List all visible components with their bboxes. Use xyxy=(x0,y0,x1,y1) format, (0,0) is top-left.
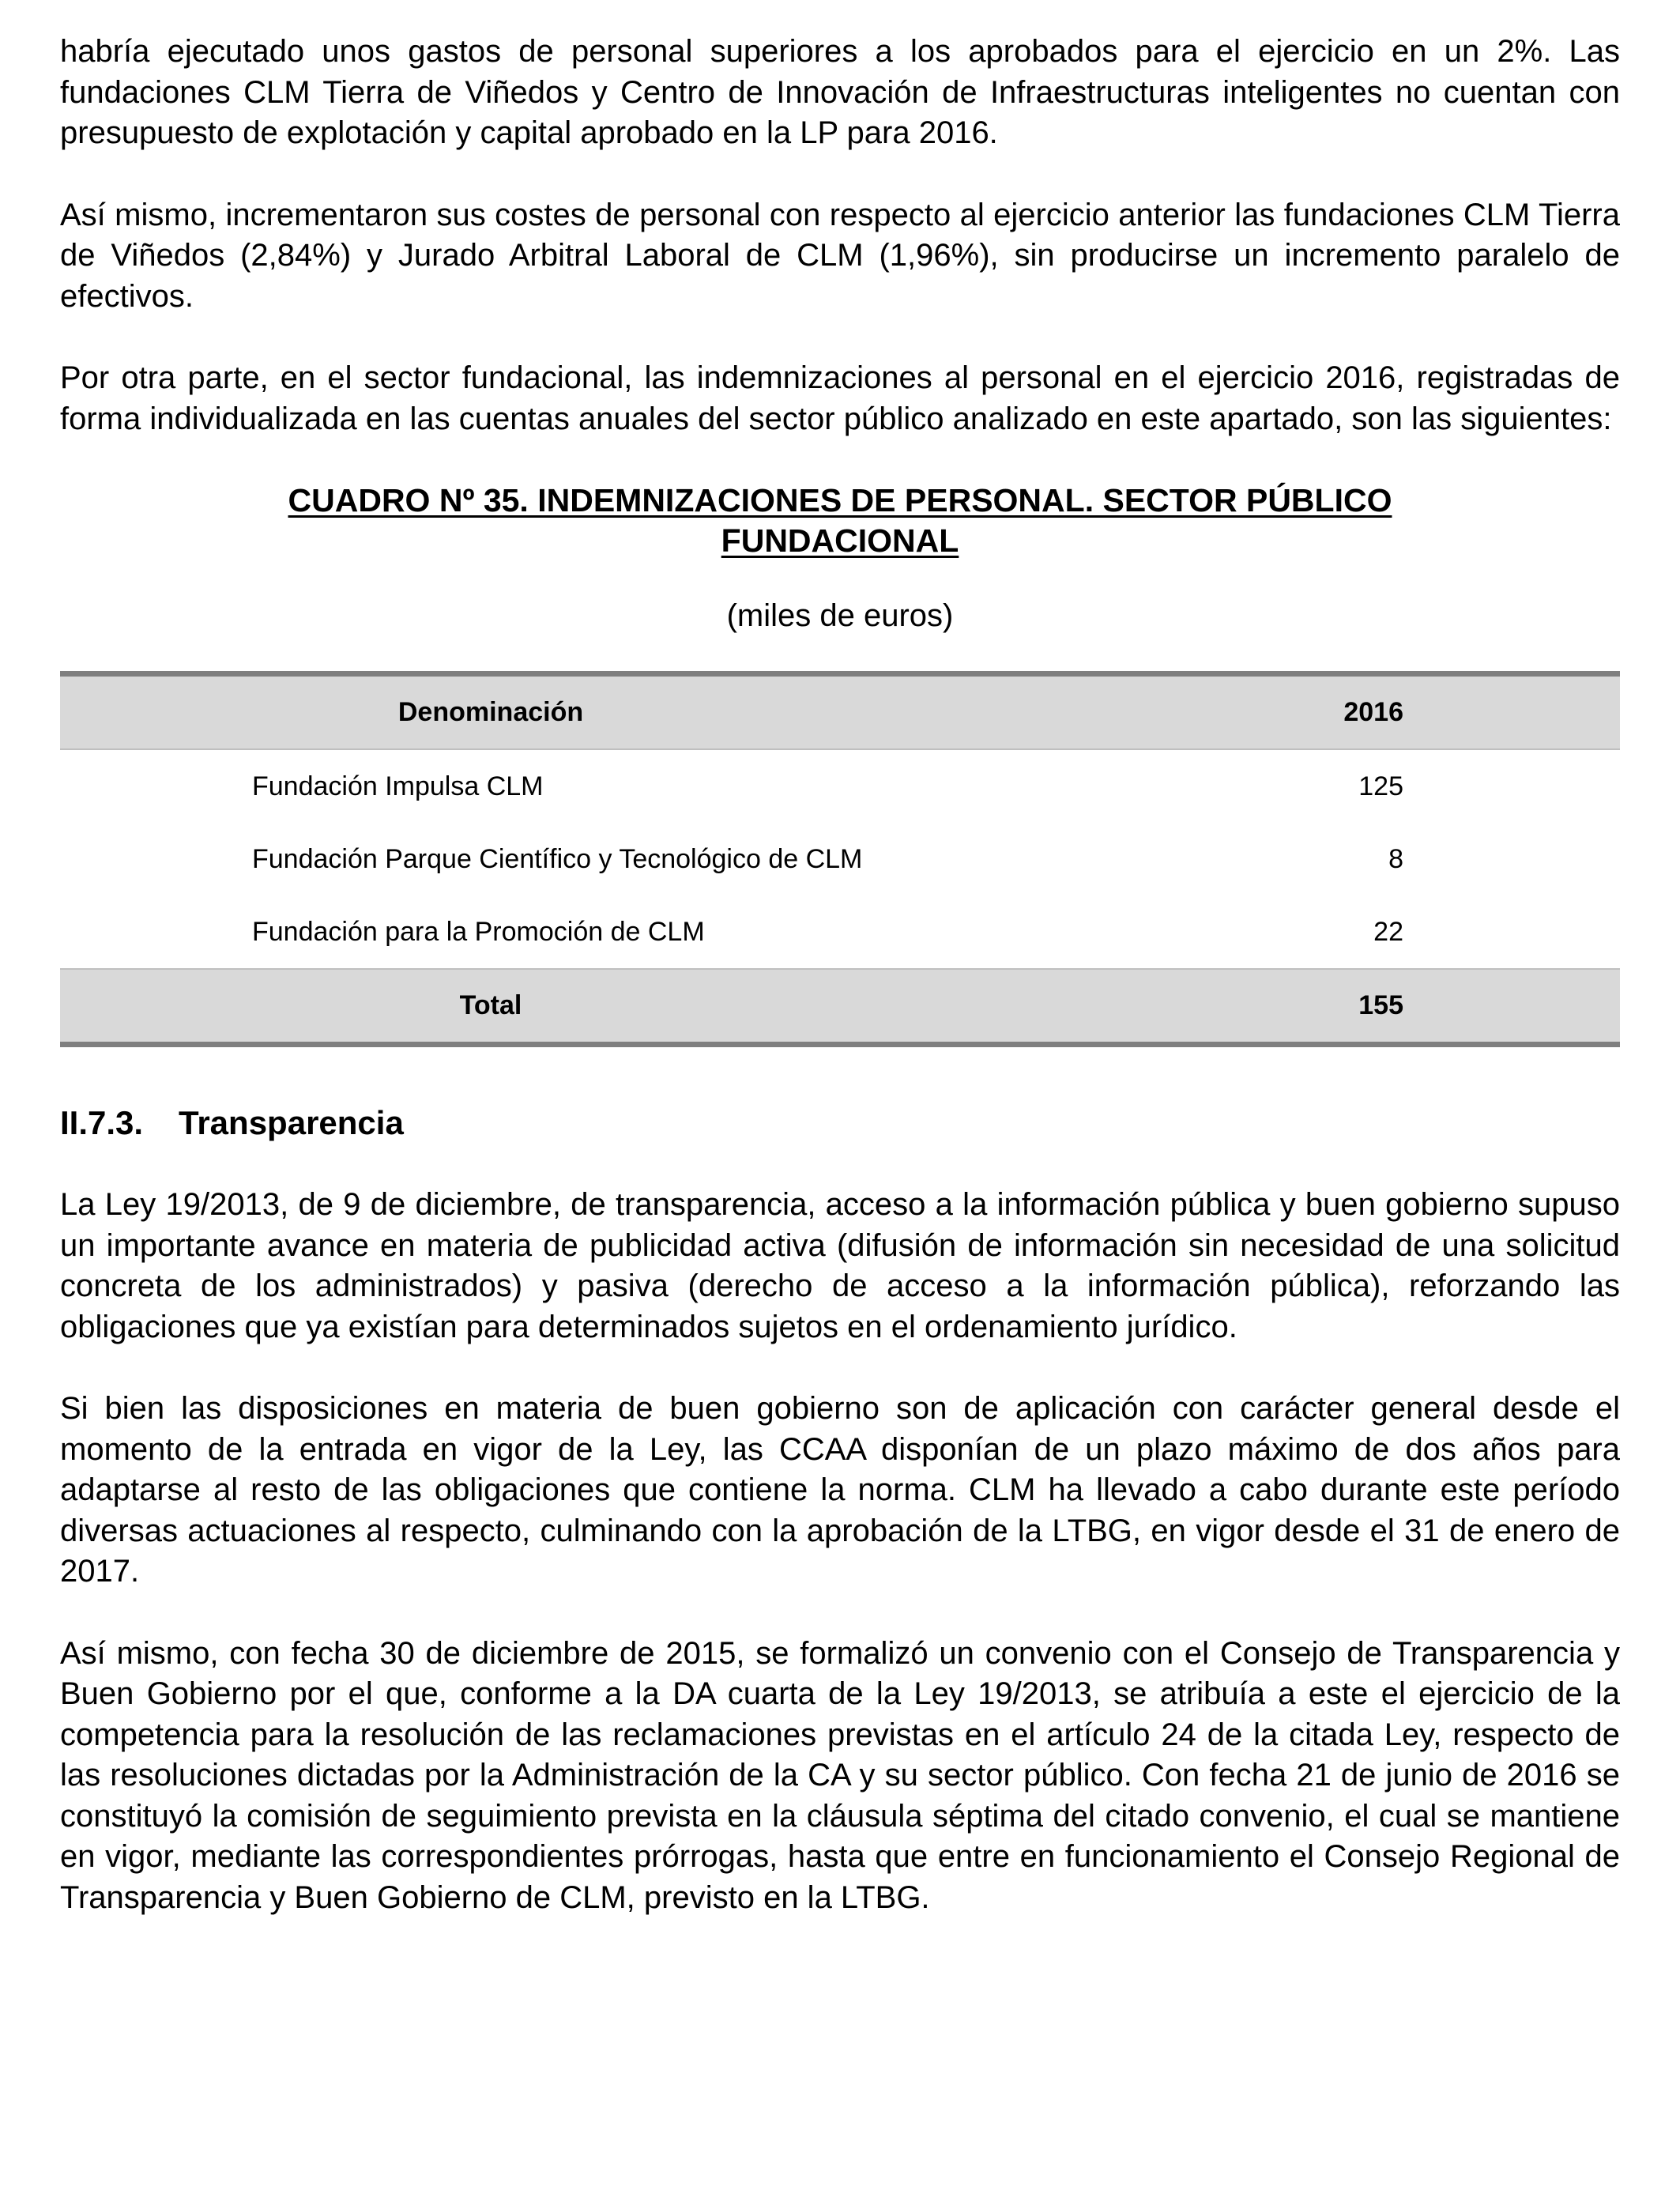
paragraph-gastos-personal: habría ejecutado unos gastos de personal superiores a los aprobados para el ejercicio en un 2%. Las fundaciones CLM Tierra de Viñedos y Centro de Innovación de Infraestructuras inteligentes no cuentan con presupuesto de explotación y capital aprobado en la LP para 2016. xyxy=(60,34,1620,150)
paragraph-convenio: Así mismo, con fecha 30 de diciembre de 2015, se formalizó un convenio con el Consejo de Transparencia y Buen Gobierno por el que, conforme a la DA cuarta de la Ley 19/2013, se atribuía a este el ejercicio de la competencia para la resolución de las reclamaciones previstas en el artículo 24 de la citada Ley, respecto de las resoluciones dictadas por la Administración de la CA y su sector público. Con fecha 21 de junio de 2016 se constituyó la comisión de seguimiento prevista en la cláusula séptima del citado convenio, el cual se mantiene en vigor, mediante las correspondientes prórrogas, hasta que entre en funcionamiento el Consejo Regional de Transparencia y Buen Gobierno de CLM, previsto en la LTBG. xyxy=(60,1635,1620,1915)
table-row xyxy=(60,823,1620,895)
row-name: Fundación Impulsa CLM xyxy=(252,771,544,801)
header-year: 2016 xyxy=(1343,697,1403,727)
section-heading xyxy=(60,1103,1620,1144)
total-value: 155 xyxy=(1358,990,1403,1020)
table-row xyxy=(60,750,1620,823)
table-header-row xyxy=(60,677,1620,750)
section-number: II.7.3. xyxy=(60,1104,144,1141)
paragraph-indemnizaciones-intro: Por otra parte, en el sector fundacional, las indemnizaciones al personal en el ejercicio 2016, registradas de forma individualizada en las cuentas anuales del sector público analizado en este apartado, son las siguientes: xyxy=(60,360,1620,436)
section-title: Transparencia xyxy=(179,1104,404,1141)
table-total-row xyxy=(60,968,1620,1042)
indemnizaciones-table xyxy=(60,671,1620,1047)
row-name: Fundación Parque Científico y Tecnológico de CLM xyxy=(252,843,863,874)
total-label: Total xyxy=(459,990,522,1020)
row-name: Fundación para la Promoción de CLM xyxy=(252,916,705,947)
row-value: 22 xyxy=(1373,916,1403,947)
paragraph-buen-gobierno: Si bien las disposiciones en materia de buen gobierno son de aplicación con carácter general desde el momento de la entrada en vigor de la Ley, las CCAA disponían de un plazo máximo de dos años para adaptarse al resto de las obligaciones que contiene la norma. CLM ha llevado a cabo durante este período diversas actuaciones al respecto, culminando con la aprobación de la LTBG, en vigor desde el 31 de enero de 2017. xyxy=(60,1391,1620,1589)
row-value: 125 xyxy=(1358,771,1403,801)
table-subtitle: (miles de euros) xyxy=(726,598,954,633)
section-body xyxy=(60,1185,1620,1918)
table-title: CUADRO Nº 35. INDEMNIZACIONES DE PERSONAL. SECTOR PÚBLICO FUNDACIONAL xyxy=(288,482,1392,559)
row-value: 8 xyxy=(1388,843,1403,874)
table-row xyxy=(60,895,1620,968)
paragraph-costes-personal: Así mismo, incrementaron sus costes de personal con respecto al ejercicio anterior las fundaciones CLM Tierra de Viñedos (2,84%) y Jurado Arbitral Laboral de CLM (1,96%), sin producirse un incremento paralelo de efectivos. xyxy=(60,197,1620,314)
document-page xyxy=(60,32,1620,1959)
paragraph-ley-transparencia: La Ley 19/2013, de 9 de diciembre, de transparencia, acceso a la información pública y buen gobierno supuso un importante avance en materia de publicidad activa (difusión de información sin necesidad de una solicitud concreta de los administrados) y pasiva (derecho de acceso a la información pública), reforzando las obligaciones que ya existían para determinados sujetos en el ordenamiento jurídico. xyxy=(60,1187,1620,1344)
header-denominacion: Denominación xyxy=(397,697,584,727)
